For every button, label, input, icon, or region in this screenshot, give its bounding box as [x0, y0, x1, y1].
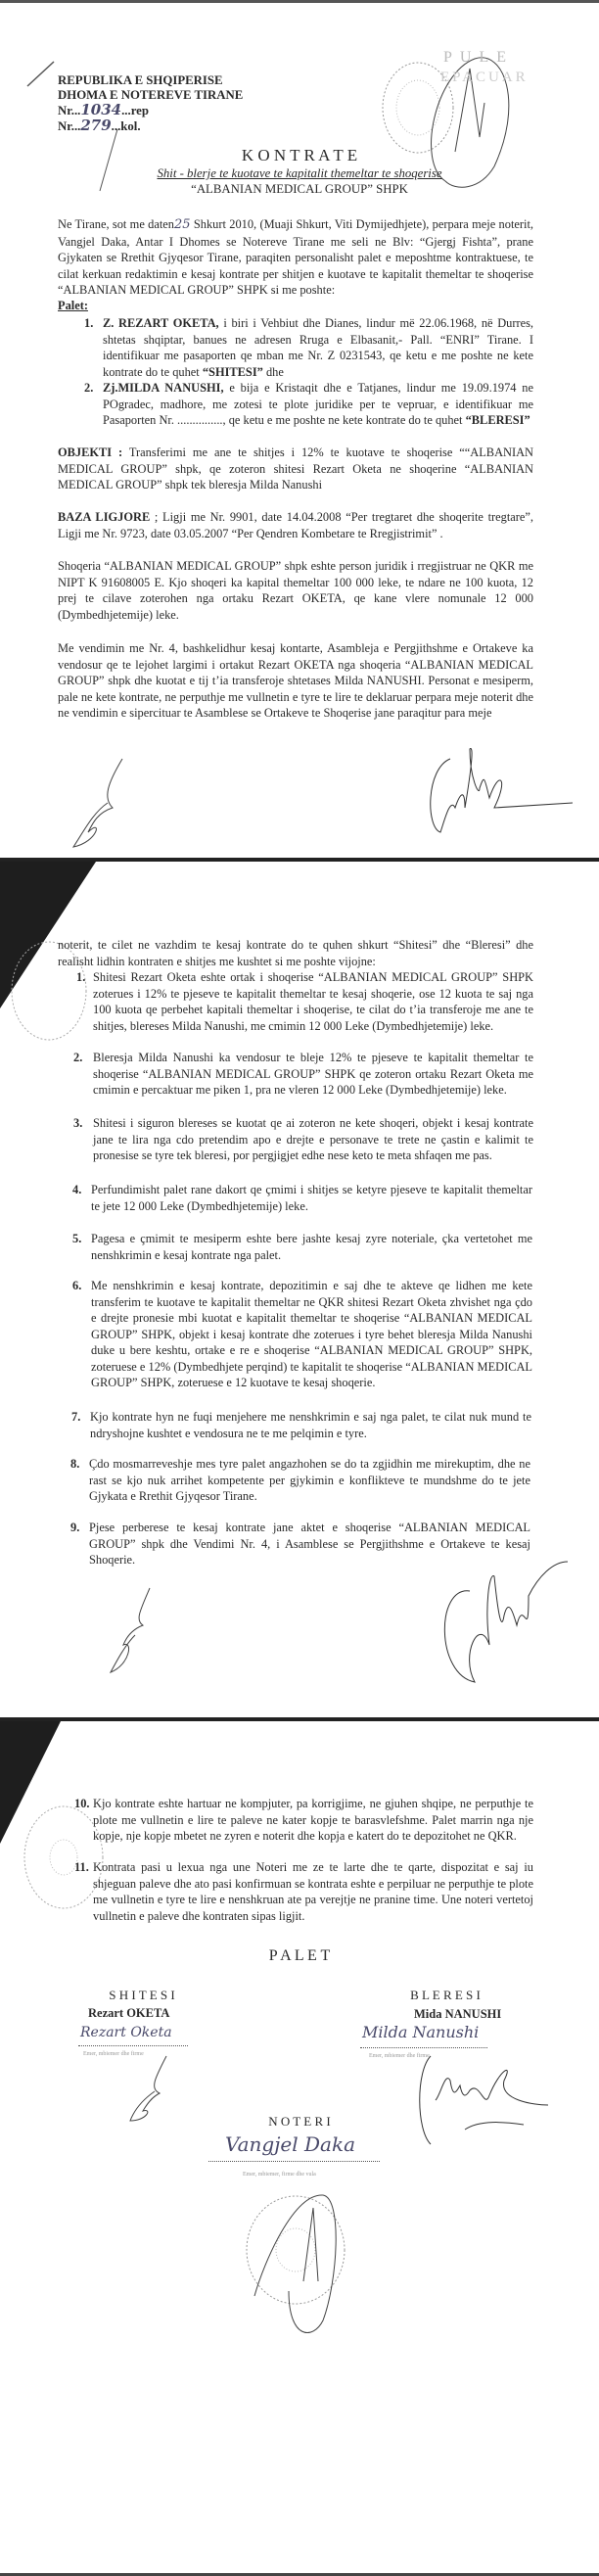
- clause-6: 6. Me nenshkrimin e kesaj kontrate, depozitimin e saj dhe te akteve qe lidhen me kete transferim te kuotave te kapitalit themeltar ne QKR shitesi Rezart Oketa zhvishet nga çdo e drejte pronesie mbi kuotat e kapitalit themeltar te shoqerise “ALBANIAN MEDICAL GROUP” SHPK, objekt i kesaj kontrate dhe zoterues i tyre behet bleresja Milda Nanushi duke u bere keshtu, ortake e re e shoqerise “ALBANIAN MEDICAL GROUP” SHPK, zoteruese e 12% (Dymbedhjete perqind) te kapitalit te shoqerise “ALBANIAN MEDICAL GROUP” SHPK, zoteruese e 12 kuotave te kesaj shoqerie.: [72, 1279, 532, 1389]
- seller-caption: Emer, mbiemer dhe firme: [83, 2051, 144, 2057]
- document-subtitle: Shit - blerje te kuotave te kapitalit themeltar te shoqerise: [157, 166, 442, 180]
- handwritten-kol-number: 279: [80, 117, 112, 134]
- buyer-signature-line: [360, 2047, 487, 2048]
- palet-heading: P A L E T: [268, 1947, 331, 1964]
- notary-initials-signature: [406, 2051, 553, 2149]
- notary-signature-line: [208, 2161, 380, 2162]
- seller-initials-signature: [125, 2054, 169, 2123]
- nr-kol: Nr...279...kol.: [58, 117, 141, 134]
- buyer-caption: Emer, mbiemer dhe firme: [369, 2053, 430, 2059]
- stamp-lettering: PULE: [443, 49, 514, 66]
- clause-8: 8. Çdo mosmarreveshje mes tyre palet angazhohen se do ta zgjidhin me mirekuptim, dhe ne rast se kjo nuk arrihet kompetente per gjykimin e konflikteve te mundshme do te jete Gjykata e Rrethit Gjyqesor Tirane.: [70, 1457, 530, 1503]
- intro-paragraph: Ne Tirane, sot me daten25 Shkurt 2010, (Muaji Shkurt, Viti Dymijedhjete), perpara meje noterit, Vangjel Daka, Antar I Dhomes se Notereve Tirane me seli ne Blv: “Gjergj Fishta”, prane Gjykaten se Rrethit Gjyqesor Tirane, paraqiten personalisht palet e meposhtme kontraktuese, te cilat kerkuan redaktimin e kesaj kontrate per shitjen e kuotave te kapitalit themeltar te shoqerise “ALBANIAN MEDICAL GROUP” SHPK si me poshte:: [58, 217, 533, 297]
- company-name: “ALBANIAN MEDICAL GROUP” SHPK: [191, 182, 408, 196]
- buyer-role: B L E R E S I: [410, 1988, 481, 2002]
- clause-10: 10. Kjo kontrate eshte hartuar ne kompjuter, pa korrigjime, ne gjuhen shqipe, ne perputhje te plote me vullnetin e lire te paleve ne kater kopje te barasvlefshme. Palet marrin nga nje kopje, nje kopje mbetet ne zyren e noterit dhe kopja e katert do te depozitohet ne QKR.: [74, 1797, 533, 1843]
- party-item-seller: 1. Z. REZART OKETA, i biri i Vehbiut dhe Dianes, lindur më 22.06.1968, në Durres, shtetas shqiptar, banues ne adresen Rruga e Elbasanit,- Pall. “ENRI” Tirane. I identifikuar me pasaporten qe mban me Nr. Z 0231543, qe ketu e me poshte ne kete kontrate do te quhet “SHITESI” dhe: [84, 316, 534, 379]
- page-break-2: [0, 1717, 599, 1721]
- notary-role: N O T E R I: [268, 2114, 331, 2129]
- handwritten-rep-number: 1034: [80, 101, 122, 118]
- notary-initials-signature: [431, 1557, 577, 1684]
- seller-initials-signature: [106, 1586, 155, 1674]
- company-info-paragraph: Shoqeria “ALBANIAN MEDICAL GROUP” shpk eshte person juridik i rregjistruar ne QKR me NIPT K 91608005 E. Kjo shoqeri ka kapital themeltar 100 000 leke, te ndare ne 100 kuota, 12 prej te cilave zoterohen nga ortaku Rezart OKETA, qe kane vlere nomunale 12 000 (Dymbedhjetemije) leke.: [58, 559, 533, 622]
- clause-7: 7. Kjo kontrate hyn ne fuqi menjehere me nenshkrimin e saj nga palet, te cilat nuk mund te ndryshojne kushtet e vendosura ne te me pelqimin e tyre.: [71, 1410, 531, 1440]
- seller-initials-signature: [69, 754, 127, 852]
- seller-signature: Rezart Oketa: [80, 2025, 172, 2040]
- baza-ligjore-section: BAZA LIGJORE ; Ligji me Nr. 9901, date 14.04.2008 “Per tregtaret dhe shoqerite tregtare”, Ligji me Nr. 9723, date 03.05.2007 “Per Qendren Kombetare te Rregjistrimit” .: [58, 510, 534, 540]
- clause-2: 2. Bleresja Milda Nanushi ka vendosur te bleje 12% te pjeseve te kapitalit themeltar te shoqerise “ALBANIAN MEDICAL GROUP” SHPK qe zoteron ortaku Rezart Oketa me cmimin e percaktuar me piken 1, pra ne vleren 12 000 Leke (Dymbedhjetemije) leke.: [73, 1051, 533, 1097]
- clause-11: 11. Kontrata pasi u lexua nga une Noteri me ze te larte dhe te qarte, dispozitat e saj iu shjeguan paleve dhe ato pasi konfirmuan se kontrata eshte e perpiluar ne perputhje te plote me vullnetin e tyre te lire e nenshkruan ate pa verejtje ne pranine time. Une noteri vertetoj vullnetin e paleve dhe kontraten sipas ligjit.: [74, 1860, 533, 1923]
- clause-5: 5. Pagesa e çmimit te mesiperm eshte bere jashte kesaj zyre noteriale, çka vertetohet me nenshkrimin e kesaj kontrate nga palet.: [72, 1232, 532, 1262]
- svg-text:EPACUAR: EPACUAR: [440, 70, 529, 85]
- header-line-2: DHOMA E NOTEREVE TIRANE: [58, 88, 244, 102]
- notary-caption: Emer, mbiemer, firme dhe vula: [243, 2172, 316, 2178]
- scan-edge-top: [0, 0, 599, 3]
- decision-paragraph: Me vendimin me Nr. 4, bashkelidhur kesaj kontarte, Asambleja e Pergjithshme e Ortakeve ka vendosur qe te lejohet largimi i ortakut Rezart OKETA nga shoqeria “ALBANIAN MEDICAL GROUP” shpk dhe kuotat e tij t’ia transferoje shtetases Milda NANUSHI. Personat e mesiperm, pale ne kete kontrate, ne perputhje me vullnetin e tyre te lire te deklaruar perpara meje noterit dhe ne vendimin e sipercituar te Asamblese se Ortakeve te Shoqerise jane paraqitur para meje: [58, 641, 533, 720]
- seller-role: S H I T E S I: [109, 1988, 175, 2002]
- continuation-paragraph: noterit, te cilet ne vazhdim te kesaj kontrate do te quhen shkurt “Shitesi” dhe “Bleresi” dhe realisht lidhin kontraten e shitjes me kushtet si me poshte vijojne:: [58, 938, 533, 968]
- nr-rep: Nr...1034...rep: [58, 101, 149, 118]
- notary-seal-stamp: [245, 2193, 362, 2350]
- buyer-name: Mida NANUSHI: [414, 2007, 502, 2021]
- clause-3: 3. Shitesi i siguron blereses se kuotat qe ai zoteron ne kete shoqeri, objekt i kesaj kontrate jane te lira nga cdo pretendim apo e drejte e personave te trete ne çastin e kalimit te pronesise se tyre tek bleresi, por pergjigjet edhe nese keto te meta shfaqen me pas.: [73, 1116, 533, 1162]
- objekti-section: OBJEKTI : Transferimi me ane te shitjes i 12% te kuotave te shoqerise ““ALBANIAN MEDICAL GROUP” shpk, qe zoteron shitesi Rezart Oketa ne shoqerine “ALBANIAN MEDICAL GROUP” shpk tek bleresja Milda Nanushi: [58, 445, 533, 492]
- document-title: K O N T R A T E: [241, 146, 358, 164]
- seller-signature-line: [78, 2045, 188, 2046]
- clause-1: 1. Shitesi Rezart Oketa eshte ortak i shoqerise “ALBANIAN MEDICAL GROUP” SHPK zoterues i 12% te pjeseve te kapitalit themeltar te kesaj shoqerie, ose 12 kuota te saj nga 100 kuota qe perbehet kapitali themeltar i shoqerise, te cilat do t’ia transferoje me ane te shitjes, blereses Milda Nanushi, me cmimin 12 000 Leke (Dymbedhjetemije) leke.: [76, 970, 533, 1033]
- notary-signature: Vangjel Daka: [225, 2132, 356, 2156]
- handwritten-day: 25: [174, 217, 191, 232]
- palet-label: Palet:: [58, 299, 88, 312]
- seller-name: Rezart OKETA: [88, 2006, 170, 2020]
- issuer-header: [58, 73, 243, 134]
- header-line-1: REPUBLIKA E SHQIPERISE: [58, 73, 223, 87]
- notary-initials-signature: [421, 739, 577, 837]
- clause-9: 9. Pjese perberese te kesaj kontrate jane aktet e shoqerise “ALBANIAN MEDICAL GROUP” shpk dhe Vendimi Nr. 4, i Asamblese se Pergjithshme e Ortakeve te kesaj Shoqerie.: [70, 1521, 530, 1567]
- party-item-buyer: 2. Zj.MILDA NANUSHI, e bija e Kristaqit dhe e Tatjanes, lindur me 19.09.1974 ne POgradec, madhore, me zotesi te plote juridike per te vepruar, e identifikuar me Pasaporten Nr. ..............., qe ketu e me poshte ne kete kontrate do te quhet “BLERESI”: [84, 381, 533, 427]
- clause-4: 4. Perfundimisht palet rane dakort qe çmimi i shitjes se ketyre pjeseve te kapitalit themeltar te jete 12 000 Leke (Dymbedhjetemije) leke.: [72, 1183, 532, 1213]
- buyer-signature: Milda Nanushi: [362, 2023, 480, 2041]
